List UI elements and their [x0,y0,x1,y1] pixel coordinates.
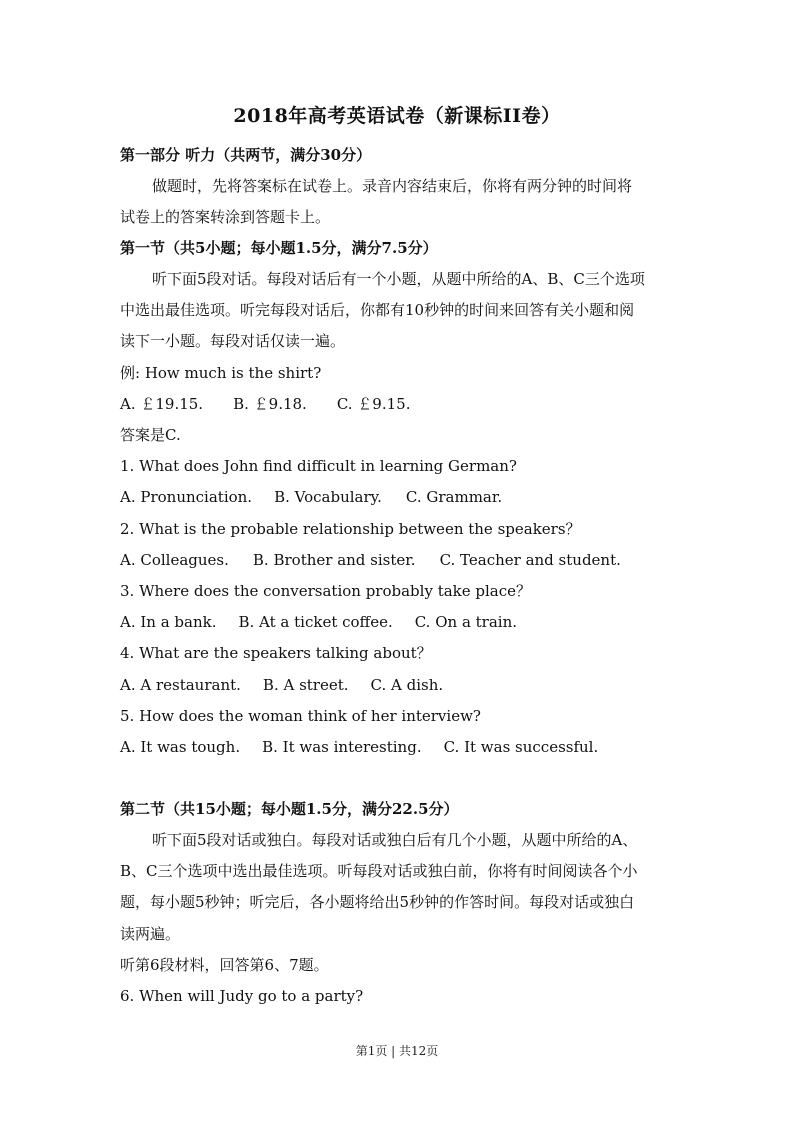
example-answer: 答案是C. [120,426,181,444]
section2-intro-line: 读两遍。 [120,925,181,943]
option-b: B. It was interesting. [262,738,422,756]
option-c: C. On a train. [414,613,518,631]
question-3: 3. Where does the conversation probably take place？ [120,582,532,600]
question-2: 2. What is the probable relationship between the speakers？ [120,520,581,538]
option-a: A. Colleagues. [120,551,229,569]
option-a: A. Pronunciation. [120,488,253,506]
question-2-options [120,550,621,570]
section1-heading: 第一节（共5小题；每小题1.5分，满分7.5分） [120,239,438,257]
example-question: 例: How much is the shirt? [120,364,322,382]
option-c: C. Grammar. [405,488,503,506]
page-title: 2018年高考英语试卷（新课标II卷） [233,105,561,127]
question-4: 4. What are the speakers talking about？ [120,644,432,662]
question-3-options [120,612,517,632]
section1-intro-line: 中选出最佳选项。听完每段对话后，你都有10秒钟的时间来回答有关小题和阅 [120,301,635,319]
option-b: B. ￡9.18. [233,395,307,413]
option-b: B. Brother and sister. [252,551,416,569]
option-b: B. Vocabulary. [274,488,382,506]
part1-intro-line: 试卷上的答案转涂到答题卡上。 [120,208,331,226]
option-c: C. ￡9.15. [336,395,411,413]
option-a: A. It was tough. [120,738,241,756]
section1-intro-line: 读下一小题。每段对话仅读一遍。 [120,332,346,350]
option-a: A. ￡19.15. [120,395,204,413]
part1-intro-line: 做题时，先将答案标在试卷上。录音内容结束后，你将有两分钟的时间将 [152,177,633,195]
question-6: 6. When will Judy go to a party? [120,987,364,1005]
option-c: C. A dish. [370,676,444,694]
material-6-instruction: 听第6段材料，回答第6、7题。 [120,956,329,974]
option-a: A. In a bank. [120,613,217,631]
question-1-options [120,487,502,507]
section2-intro-line: 题，每小题5秒钟；听完后，各小题将给出5秒钟的作答时间。每段对话或独白 [120,893,635,911]
question-5-options [120,737,598,757]
option-b: B. A street. [262,676,349,694]
question-1: 1. What does John find difficult in learning German? [120,457,517,475]
question-5: 5. How does the woman think of her interview? [120,707,481,725]
option-c: C. Teacher and student. [439,551,621,569]
section2-heading: 第二节（共15小题；每小题1.5分，满分22.5分） [120,800,459,818]
section1-intro-line: 听下面5段对话。每段对话后有一个小题，从题中所给的A、B、C三个选项 [152,270,645,288]
question-4-options [120,675,443,695]
section2-intro-line: B、C三个选项中选出最佳选项。听每段对话或独白前，你将有时间阅读各个小 [120,862,638,880]
part1-heading: 第一部分 听力（共两节，满分30分） [120,146,372,164]
option-b: B. At a ticket coffee. [238,613,393,631]
option-c: C. It was successful. [443,738,599,756]
page-footer: 第1页 | 共12页 [355,1044,439,1058]
section2-intro-line: 听下面5段对话或独白。每段对话或独白后有几个小题，从题中所给的A、 [152,831,638,849]
example-options [120,394,410,414]
option-a: A. A restaurant. [120,676,241,694]
